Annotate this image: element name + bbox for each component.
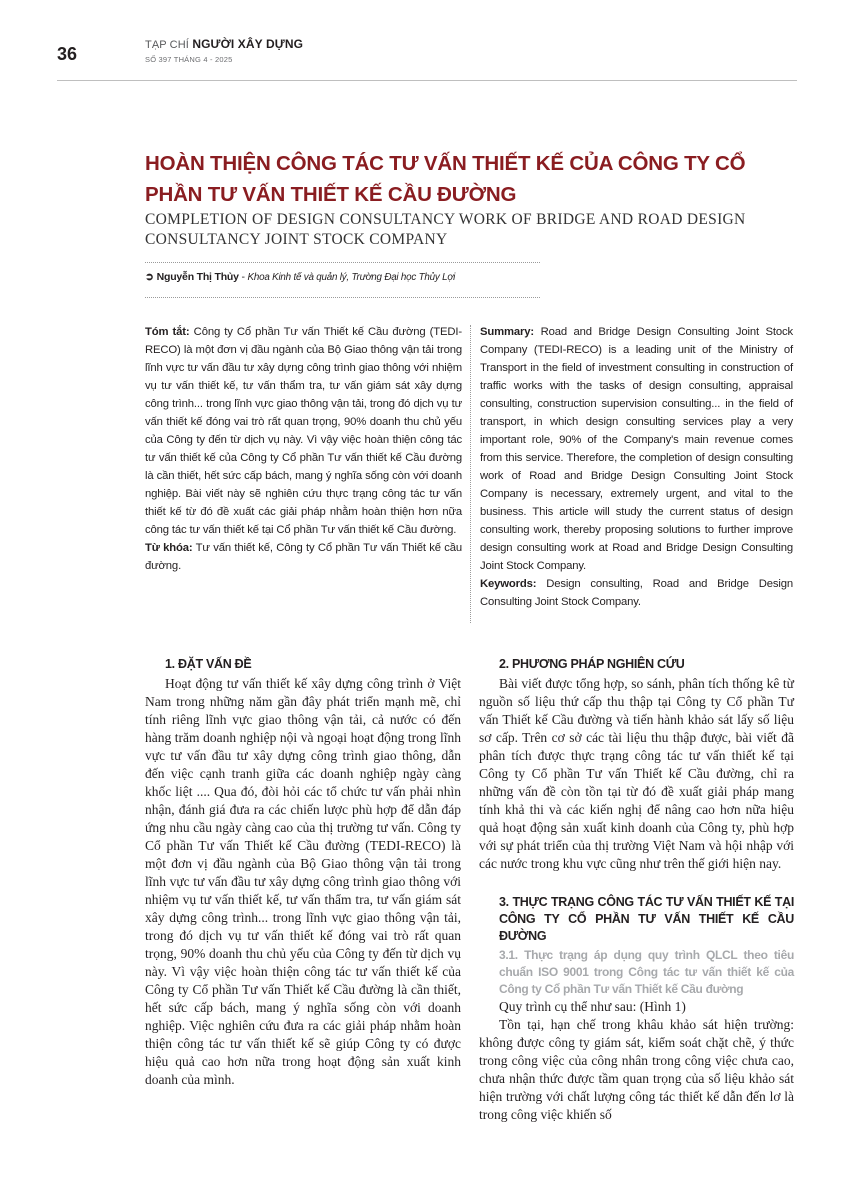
section-2-paragraph: Bài viết được tổng hợp, so sánh, phân tích thống kê từ nguồn số liệu thứ cấp thu thập tại Công ty Cổ phần Tư vấn Thiết kế Cầu đường và tiến hành khảo sát lấy số liệu sơ cấp. Trên cơ sở các tài liệu thu thập được, bài viết đã phân tích được thực trạng công tác tư vấn thiết kế tại Công ty Cổ phần Tư vấn Thiết kế Cầu đường, chỉ ra những vấn đề còn tồn tại từ đó đề xuất giải pháp mang tính khả thi và các kiến nghị để nâng cao hơn nữa hiệu quả hoạt động sản xuất kinh doanh của Công ty, phù hợp với sự phát triển của thị trường Việt Nam và hội nhập với các nước trong khu vực cũng như trên thế giới hiện nay.	[479, 676, 794, 871]
section-3-1-heading: 3.1. Thực trạng áp dụng quy trình QLCL theo tiêu chuẩn ISO 9001 trong Công tác tư vấn thiết kế của Công ty Cổ phần Tư vấn Thiết kế Cầu đường	[499, 948, 794, 996]
abstract-en-label: Summary:	[480, 326, 535, 338]
author-affiliation: Khoa Kinh tế và quản lý, Trường Đại học Thủy Lợi	[247, 272, 456, 283]
section-1-heading: 1. ĐẶT VẤN ĐỀ	[165, 657, 252, 671]
section-3-heading: 3. THỰC TRẠNG CÔNG TÁC TƯ VẤN THIẾT KẾ TẠI CÔNG TY CỔ PHẦN TƯ VẤN THIẾT KẾ CẦU ĐƯỜNG	[499, 895, 794, 943]
keywords-en-label: Keywords:	[480, 578, 537, 590]
abstract-vi-summary	[145, 323, 462, 539]
journal-prefix: TẠP CHÍ	[145, 39, 189, 51]
abstract-en-summary	[480, 323, 793, 575]
section-2-heading: 2. PHƯƠNG PHÁP NGHIÊN CỨU	[499, 657, 685, 671]
abstract-vi-text: Công ty Cổ phần Tư vấn Thiết kế Cầu đường (TEDI-RECO) là một đơn vị đầu ngành của Bộ Giao thông vận tải trong lĩnh vực tư vấn đầu tư xây dựng công trình giao thông với nhiệm vụ tư vấn thiết kế, tư vấn thẩm tra, tư vấn giám sát xây dựng công trình... trong lĩnh vực giao thông vận tải, trong đó dịch vụ tư vấn thiết kế đóng vai trò rất quan trọng, 90% doanh thu chủ yếu của Công ty đến từ dịch vụ này. Vì vậy việc hoàn thiện công tác tư vấn thiết kế của Công ty Cổ phần Tư vấn thiết kế Cầu đường là cần thiết, hết sức cấp bách, mang ý nghĩa sống còn với doanh nghiệp. Bài viết này sẽ nghiên cứu thực trạng công tác tư vấn thiết kế từ đó đề xuất các giải pháp nhằm hoàn thiện hơn nữa công tác tư vấn thiết kế tại Cổ phần Tư vấn thiết kế Cầu đường.	[145, 326, 463, 536]
section-3-1-paragraph-2: Tồn tại, hạn chế trong khâu khảo sát hiện trường: không được công ty giám sát, kiểm soát chặt chẽ, ý thức trong công việc của công nhân trong công việc chưa cao, chưa nhận thức được tầm quan trọng của số liệu khảo sát hiện trường với chất lượng công tác thiết kế dẫn đến lơ là trong công việc khiến số	[479, 1017, 794, 1122]
abstract-column-divider	[470, 325, 471, 623]
journal-title: NGƯỜI XÂY DỰNG	[192, 37, 304, 51]
author-divider-top	[145, 262, 540, 263]
abstract-vi-label: Tóm tắt:	[145, 326, 190, 338]
abstract-en-text: Road and Bridge Design Consulting Joint Stock Company (TEDI-RECO) is a leading unit of the Ministry of Transport in the field of investment consulting in construction of traffic works with the tasks of design consulting, appraisal consulting, construction supervision consulting... in the field of transport, in which design consulting services play a very important role, 90% of the Company's main revenue comes from this service. Therefore, the completion of design consulting work of Road and Bridge Design Consulting Joint Stock Company is necessary, extremely urgent, and vital to the business. This article will study the current status of design consulting work, thereby proposing solutions to further improve design consulting work at Road and Bridge Design Consulting Joint Stock Company.	[480, 326, 793, 572]
article-title-english: COMPLETION OF DESIGN CONSULTANCY WORK OF BRIDGE AND ROAD DESIGN CONSULTANCY JOINT STOCK COMPANY	[145, 211, 746, 248]
abstract-vietnamese	[145, 323, 462, 575]
keywords-vi-label: Từ khóa:	[145, 542, 193, 554]
body-column-right	[479, 656, 794, 1124]
author-name: Nguyễn Thị Thủy	[156, 271, 239, 283]
keywords-en-text: Design consulting, Road and Bridge Design Consulting Joint Stock Company.	[480, 578, 793, 608]
abstract-english	[480, 323, 793, 611]
section-1-paragraph: Hoạt động tư vấn thiết kế xây dựng công trình ở Việt Nam trong những năm gần đây phát triển mạnh mẽ, chỉ tính riêng lĩnh vực giao thông vận tải, cả nước có đến hàng trăm doanh nghiệp nội và ngoại hoạt động trong lĩnh vực tư vấn đầu tư xây dựng công trình giao thông, dẫn đến việc cạnh tranh giữa các doanh nghiệp ngày càng khốc liệt .... Qua đó, đòi hỏi các tổ chức tư vấn phải nhìn nhận, đánh giá đưa ra các chiến lược phù hợp để dẫn đáp ứng nhu cầu ngày càng cao của thị trường tư vấn. Công ty Cổ phần Tư vấn Thiết kế Cầu đường (TEDI-RECO) là một đơn vị đầu ngành của Bộ Giao thông vận tải trong lĩnh vực tư vấn đầu tư xây dựng công trình giao thông với nhiệm vụ tư vấn thiết kế, tư vấn thẩm tra, tư vấn giám sát xây dựng công trình... trong lĩnh vực giao thông vận tải, trong đó dịch vụ tư vấn thiết kế đóng vai trò rất quan trọng, 90% doanh thu chủ yếu của Công ty đến từ dịch vụ này. Vì vậy việc hoàn thiện công tác tư vấn thiết kế của Công ty Cổ phần Tư vấn Thiết kế Cầu đường là cần thiết, hết sức cấp bách, mang ý nghĩa sống còn với doanh nghiệp. Việc nghiên cứu đưa ra các giải pháp nhằm hoàn thiện công tác tư vấn thiết kế sẽ giúp Công ty có được hiệu quả cao hơn nữa trong hoạt động sản xuất kinh doanh của mình.	[145, 676, 461, 1087]
author-divider-bottom	[145, 297, 540, 298]
keywords-vi	[145, 539, 462, 575]
author-arrow-icon: ➲	[145, 271, 154, 283]
keywords-en	[480, 575, 793, 611]
issue-info: SỐ 397 THÁNG 4 - 2025	[145, 55, 233, 64]
section-spacer	[479, 873, 794, 894]
header-divider	[57, 80, 797, 81]
author-line	[145, 271, 455, 283]
article-title-vietnamese: HOÀN THIỆN CÔNG TÁC TƯ VẤN THIẾT KẾ CỦA CÔNG TY CỔ PHẦN TƯ VẤN THIẾT KẾ CẦU ĐƯỜNG	[145, 152, 746, 206]
page-number: 36	[57, 44, 78, 64]
author-separator: -	[238, 271, 248, 283]
journal-name	[145, 37, 303, 51]
body-column-left	[145, 656, 461, 1089]
keywords-vi-text: Tư vấn thiết kế, Công ty Cổ phần Tư vấn Thiết kế cầu đường.	[145, 542, 462, 572]
section-3-1-paragraph-1: Quy trình cụ thể như sau: (Hình 1)	[499, 999, 686, 1014]
